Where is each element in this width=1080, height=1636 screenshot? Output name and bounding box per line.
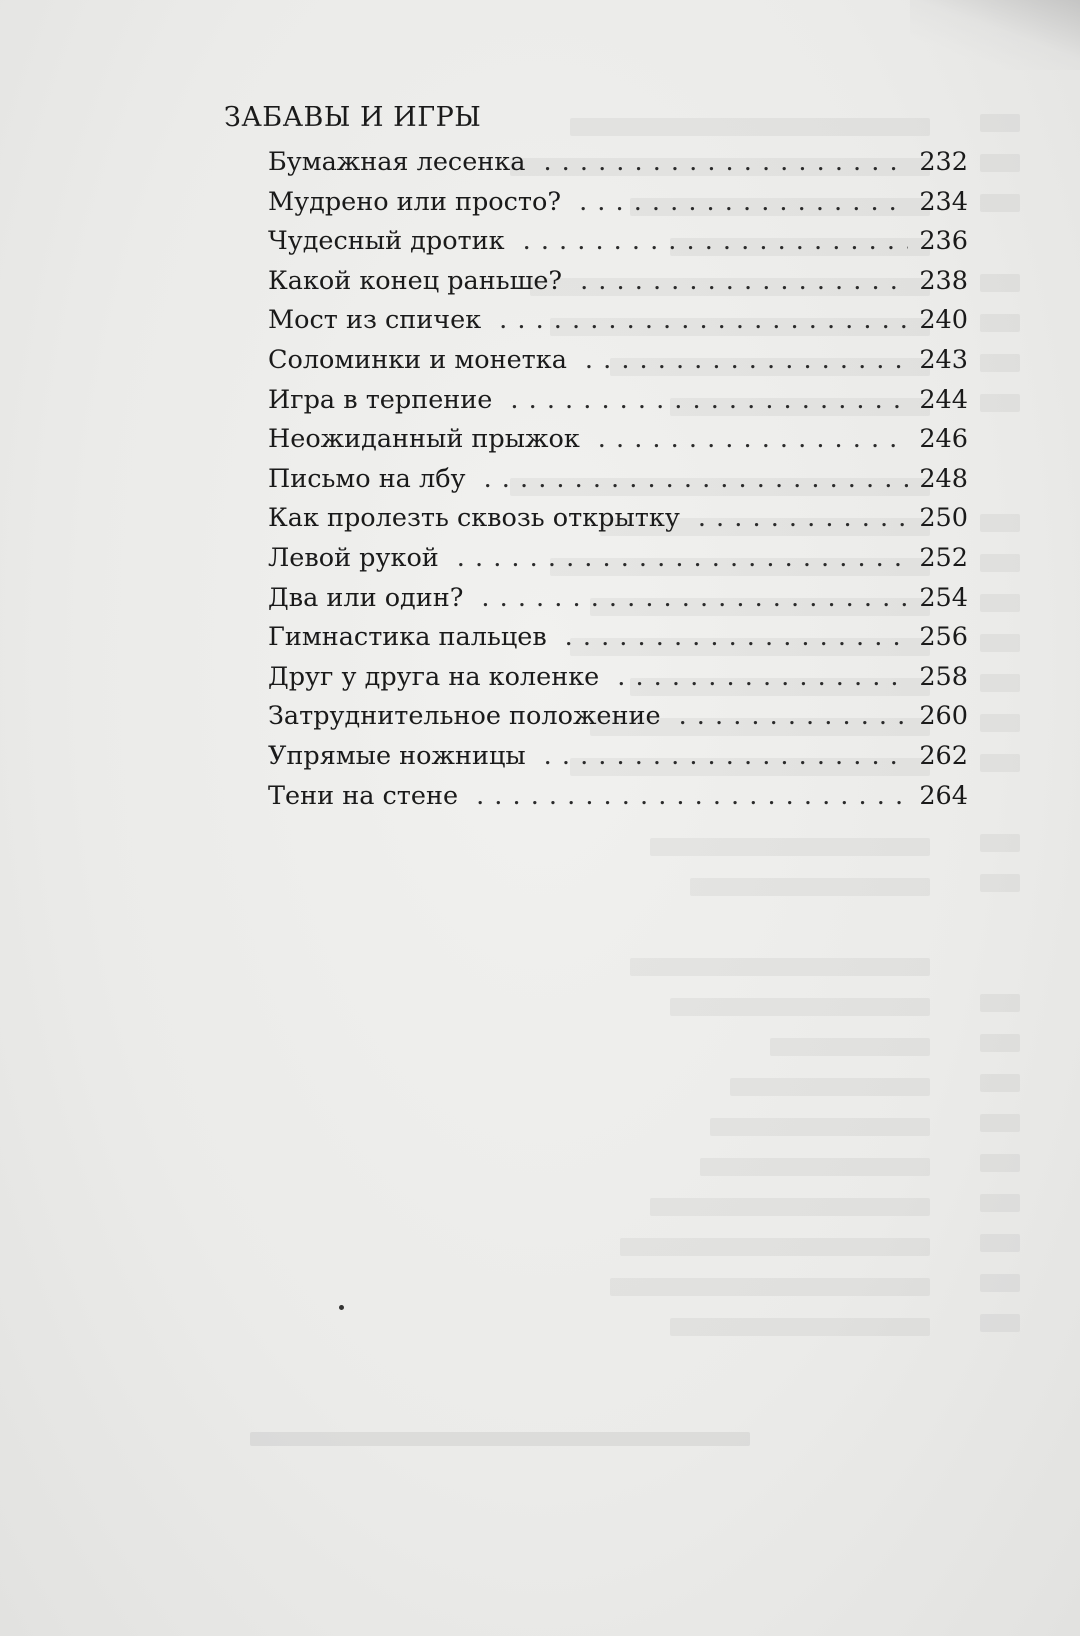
page-edge-shadow xyxy=(910,0,1080,70)
entry-page-number: 262 xyxy=(919,740,968,771)
toc-entry[interactable] xyxy=(268,539,968,579)
toc-entry[interactable] xyxy=(268,341,968,381)
dot-leader xyxy=(565,618,908,658)
entry-title: Соломинки и монетка xyxy=(268,344,567,375)
entry-page-number: 236 xyxy=(919,226,968,257)
entry-page-number: 244 xyxy=(919,384,968,415)
entry-title: Бумажная лесенка xyxy=(268,147,526,177)
toc-entry[interactable] xyxy=(268,737,968,777)
entry-page-number: 243 xyxy=(919,344,968,375)
entry-title: Гимнастика пальцев xyxy=(268,622,547,653)
dot-leader xyxy=(499,301,908,341)
dot-leader xyxy=(481,579,908,619)
entry-page-number: 264 xyxy=(919,780,968,811)
entry-title: Письмо на лбу xyxy=(268,463,466,494)
toc-entry[interactable] xyxy=(268,301,968,341)
dot-leader xyxy=(457,539,908,579)
entry-title: Затруднительное положение xyxy=(268,701,661,732)
dot-leader xyxy=(476,777,908,817)
section-title: ЗАБАВЫ И ИГРЫ xyxy=(224,102,482,133)
entry-title: Тени на стене xyxy=(268,780,459,811)
toc-entry[interactable] xyxy=(268,777,968,817)
dot-leader xyxy=(679,697,908,737)
entry-title: Друг у друга на коленке xyxy=(268,661,600,692)
table-of-contents xyxy=(268,143,968,816)
toc-entry[interactable] xyxy=(268,420,968,460)
toc-entry[interactable] xyxy=(268,499,968,539)
entry-title: Два или один? xyxy=(268,582,464,613)
dot-leader xyxy=(543,143,908,183)
entry-page-number: 256 xyxy=(919,622,968,653)
entry-page-number: 246 xyxy=(919,424,968,455)
entry-page-number: 258 xyxy=(919,661,968,692)
entry-page-number: 234 xyxy=(919,186,968,217)
dot-leader xyxy=(617,658,908,698)
dot-leader xyxy=(698,499,908,539)
entry-title: Неожиданный прыжок xyxy=(268,424,580,455)
entry-title: Как пролезть сквозь открытку xyxy=(268,503,680,534)
entry-page-number: 248 xyxy=(919,463,968,494)
entry-title: Какой конец раньше? xyxy=(268,265,563,296)
dot-leader xyxy=(580,262,908,302)
entry-title: Игра в терпение xyxy=(268,384,493,415)
entry-title: Мост из спичек xyxy=(268,305,482,336)
entry-page-number: 238 xyxy=(919,265,968,296)
print-speck xyxy=(339,1305,344,1310)
entry-title: Чудесный дротик xyxy=(268,226,505,257)
entry-page-number: 260 xyxy=(919,701,968,732)
entry-title: Упрямые ножницы xyxy=(268,740,526,771)
entry-page-number: 250 xyxy=(919,503,968,534)
toc-entry[interactable] xyxy=(268,618,968,658)
entry-page-number: 232 xyxy=(919,147,968,177)
entry-title: Левой рукой xyxy=(268,542,439,573)
entry-page-number: 240 xyxy=(919,305,968,336)
dot-leader xyxy=(585,341,908,381)
dot-leader xyxy=(510,381,908,421)
entry-title: Мудрено или просто? xyxy=(268,186,562,217)
toc-entry[interactable] xyxy=(268,222,968,262)
toc-entry[interactable] xyxy=(268,381,968,421)
dot-leader xyxy=(544,737,908,777)
toc-entry[interactable] xyxy=(268,658,968,698)
entry-page-number: 252 xyxy=(919,542,968,573)
entry-page-number: 254 xyxy=(919,582,968,613)
dot-leader xyxy=(484,460,908,500)
dot-leader xyxy=(523,222,908,262)
dot-leader xyxy=(598,420,908,460)
toc-entry[interactable] xyxy=(268,262,968,302)
toc-entry[interactable] xyxy=(268,579,968,619)
toc-entry[interactable] xyxy=(268,697,968,737)
toc-entry[interactable] xyxy=(268,460,968,500)
toc-entry[interactable] xyxy=(268,183,968,223)
toc-entry[interactable] xyxy=(268,143,968,183)
dot-leader xyxy=(579,183,908,223)
